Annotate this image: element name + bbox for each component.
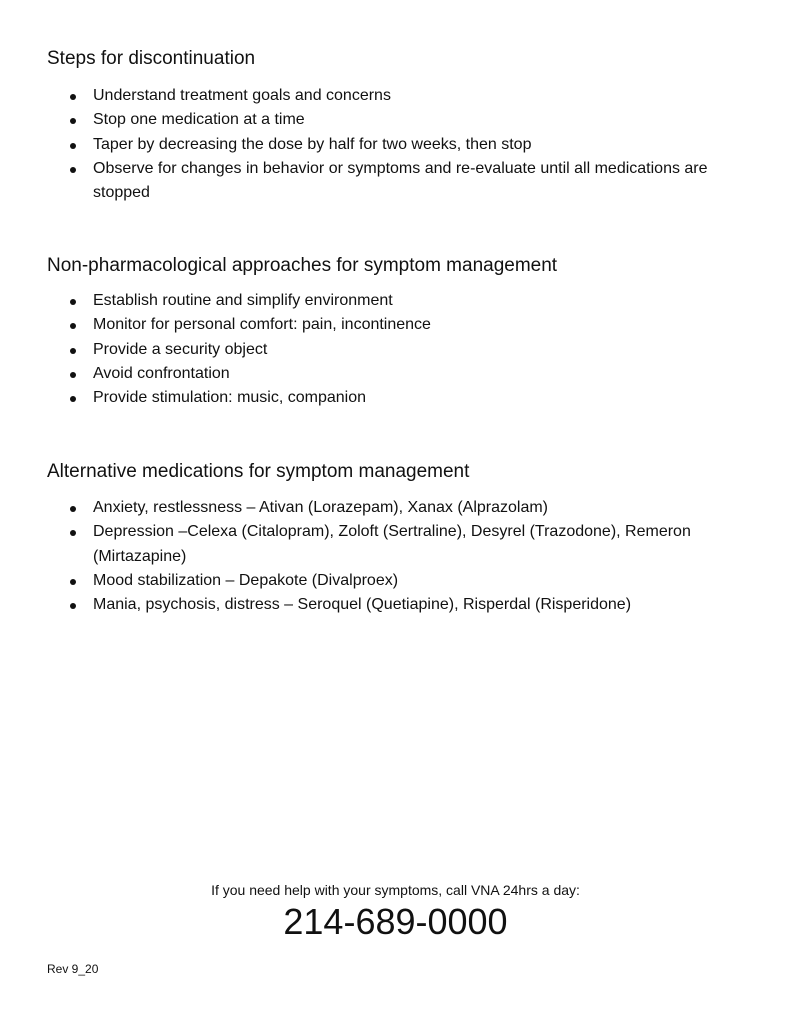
- list-item: Observe for changes in behavior or symptoms and re-evaluate until all medications are stopped: [69, 157, 749, 206]
- section-title: Non-pharmacological approaches for symptom management: [47, 255, 558, 276]
- phone-number: 214-689-0000: [283, 901, 508, 942]
- list-item: Avoid confrontation: [69, 362, 749, 386]
- list-item: Provide stimulation: music, companion: [69, 386, 749, 410]
- section-discontinuation: [47, 47, 767, 202]
- list-item: Depression –Celexa (Citalopram), Zoloft (Sertraline), Desyrel (Trazodone), Remeron (Mirtazapine): [69, 520, 749, 569]
- list-item: Understand treatment goals and concerns: [69, 84, 749, 108]
- list-item: Anxiety, restlessness – Ativan (Lorazepam), Xanax (Alprazolam): [69, 496, 749, 520]
- list-item: Establish routine and simplify environment: [69, 289, 749, 313]
- list-item: Monitor for personal comfort: pain, incontinence: [69, 313, 749, 337]
- section-title: Alternative medications for symptom management: [47, 461, 470, 482]
- section-alternative-medications: [47, 460, 767, 614]
- list-item: Taper by decreasing the dose by half for two weeks, then stop: [69, 133, 749, 157]
- list-item: Mania, psychosis, distress – Seroquel (Quetiapine), Risperdal (Risperidone): [69, 593, 749, 617]
- list-item: Mood stabilization – Depakote (Divalproex): [69, 569, 749, 593]
- list-item: Stop one medication at a time: [69, 108, 749, 132]
- section-title: Steps for discontinuation: [47, 48, 256, 69]
- help-text: If you need help with your symptoms, call VNA 24hrs a day:: [211, 882, 580, 898]
- revision-label: Rev 9_20: [47, 962, 99, 976]
- bullet-list: [69, 289, 749, 410]
- section-non-pharmacological: [47, 254, 767, 407]
- bullet-list: [69, 496, 749, 617]
- list-item: Provide a security object: [69, 338, 749, 362]
- bullet-list: [69, 84, 749, 205]
